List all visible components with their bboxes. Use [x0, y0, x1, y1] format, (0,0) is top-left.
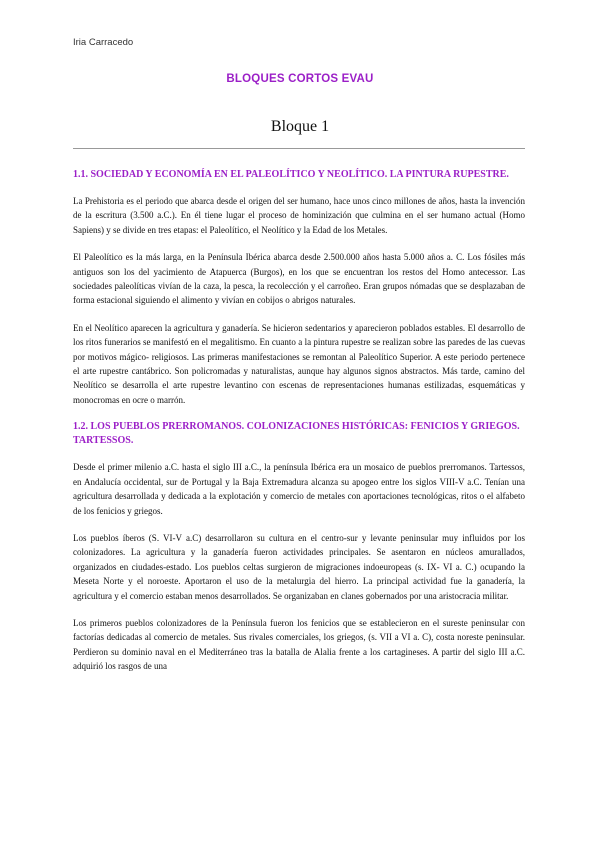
- paragraph: Los pueblos íberos (S. VI-V a.C) desarrollaron su cultura en el centro-sur y levante peninsular muy influidos por los colonizadores. La agricultura y la ganadería fueron actividades principales. Se asentaron en núcleos amurallados, organizados en ciudades-estado. Los pueblos celtas surgieron de migraciones indoeuropeas (s. IX- VI a. C.) ocupando la Meseta Norte y el noroeste. Aportaron el uso de la metalurgia del hierro. La principal actividad fue la ganadería, la agricultura y el comercio estaban menos desarrollados. Se organizaban en clanes gobernados por una aristocracia militar.: [73, 532, 525, 601]
- section-paleolitico-neolitico: [73, 168, 525, 407]
- section-heading: 1.2. LOS PUEBLOS PRERROMANOS. COLONIZACIONES HISTÓRICAS: FENICIOS Y GRIEGOS. TARTESSOS.: [73, 421, 520, 447]
- document-body: [73, 168, 525, 687]
- title-divider: [73, 148, 525, 149]
- author-name: Iria Carracedo: [73, 37, 134, 48]
- document-title: BLOQUES CORTOS EVAU: [226, 73, 374, 85]
- paragraph: La Prehistoria es el periodo que abarca desde el origen del ser humano, hace unos cinco millones de años, hasta la invención de la escritura (3.500 a.C.). En él tiene lugar el proceso de hominización que culmina en el ser humano actual (Homo Sapiens) y se divide en tres etapas: el Paleolítico, el Neolítico y la Edad de los Metales.: [73, 196, 525, 235]
- paragraph: En el Neolítico aparecen la agricultura y ganadería. Se hicieron sedentarios y aparecieron poblados estables. El desarrollo de los ritos funerarios se manifestó en el megalitismo. En cuanto a la pintura rupestre se realizan sobre las paredes de las cuevas por motivos mágico- religiosos. Las primeras manifestaciones se remontan al Paleolítico Superior. A este periodo pertenece el arte rupestre cantábrico. Son policromadas y naturalistas, aunque hay algunos signos abstractos. Más tarde, camino del Neolítico se desarrolla el arte rupestre levantino con escenas de representaciones humanas estilizadas, esquemáticas y monocromas en ocre o marrón.: [73, 322, 525, 405]
- section-heading: 1.1. SOCIEDAD Y ECONOMÍA EN EL PALEOLÍTICO Y NEOLÍTICO. LA PINTURA RUPESTRE.: [73, 169, 509, 180]
- section-pueblos-prerromanos: [73, 420, 525, 673]
- paragraph: Desde el primer milenio a.C. hasta el siglo III a.C., la península Ibérica era un mosaico de pueblos prerromanos. Tartessos, en Andalucía occidental, sur de Portugal y la Baja Extremadura alcanza su apogeo entre los siglos VIII-V a.C. Tenían una agricultura desarrollada y dedicada a la explotación y comercio de metales con aportaciones tecnológicas, ritos o el alfabeto de los fenicios y griegos.: [73, 462, 525, 516]
- paragraph: Los primeros pueblos colonizadores de la Península fueron los fenicios que se establecieron en el sureste peninsular con factorías dedicadas al comercio de metales. Sus rivales comerciales, los griegos, (s. VII a VI a. C), costa noreste peninsular. Perdieron su dominio naval en el Mediterráneo tras la batalla de Alalia frente a los cartagineses. A partir del siglo III a.C. adquirió los rasgos de una: [73, 617, 525, 672]
- paragraph: El Paleolítico es la más larga, en la Península Ibérica abarca desde 2.500.000 años hasta 5.000 años a. C. Los fósiles más antiguos son los del yacimiento de Atapuerca (Burgos), en los que se encuentran los restos del Homo antecessor. Las sociedades paleolíticas vivían de la caza, la pesca, la recolección y el carroñeo. Eran grupos nómadas que se desplazaban de forma estacional siguiendo el alimento y vivían en cobijos o abrigos naturales.: [73, 252, 525, 306]
- block-title: Bloque 1: [270, 118, 330, 135]
